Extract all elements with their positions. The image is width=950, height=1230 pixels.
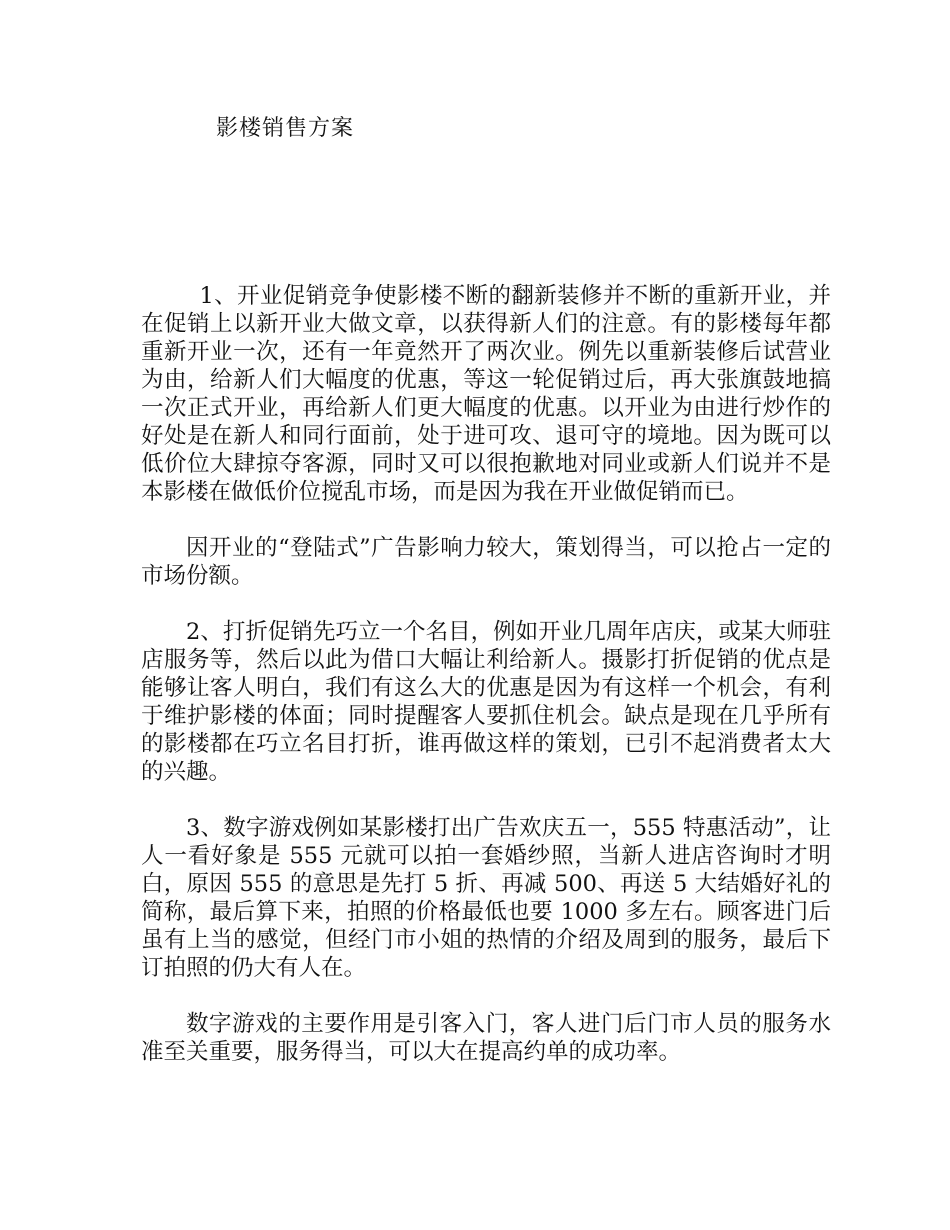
paragraph-discount-promotion: 2、打折促销先巧立一个名目，例如开业几周年店庆，或某大师驻店服务等，然后以此为借口大幅让利给新人。摄影打折促销的优点是能够让客人明白，我们有这么大的优惠是因为有这样一个机会，有利于维护影楼的体面；同时提醒客人要抓住机会。缺点是现在几乎所有的影楼都在巧立名目打折，谁再做这样的策划，已引不起消费者太大的兴趣。 (141, 619, 831, 785)
paragraph-number-game-effect: 数字游戏的主要作用是引客入门，客人进门后门市人员的服务水准至关重要，服务得当，可以大在提高约单的成功率。 (141, 1011, 831, 1065)
paragraph-number-game: 3、数字游戏例如某影楼打出广告欢庆五一，555 特惠活动”，让人一看好象是 555 元就可以拍一套婚纱照，当新人进店咨询时才明白，原因 555 的意思是先打 5 折、再减 500、再送 5 大结婚好礼的简称，最后算下来，拍照的价格最低也要 1000 多左右。顾客进门后虽有上当的感觉，但经门市小姐的热情的介绍及周到的服务，最后下订拍照的仍大有人在。 (141, 815, 831, 981)
document-title: 影楼销售方案 (216, 116, 355, 141)
paragraph-opening-promotion: 1、开业促销竞争使影楼不断的翻新装修并不断的重新开业，并在促销上以新开业大做文章，以获得新人们的注意。有的影楼每年都重新开业一次，还有一年竟然开了两次业。例先以重新装修后试营业为由，给新人们大幅度的优惠，等这一轮促销过后，再大张旗鼓地搞一次正式开业，再给新人们更大幅度的优惠。以开业为由进行炒作的好处是在新人和同行面前，处于进可攻、退可守的境地。因为既可以低价位大肆掠夺客源，同时又可以很抱歉地对同业或新人们说并不是本影楼在做低价位搅乱市场，而是因为我在开业做促销而已。 (141, 283, 831, 505)
document-body (141, 282, 831, 1094)
paragraph-opening-ad-impact: 因开业的“登陆式”广告影响力较大，策划得当，可以抢占一定的市场份额。 (141, 535, 831, 589)
